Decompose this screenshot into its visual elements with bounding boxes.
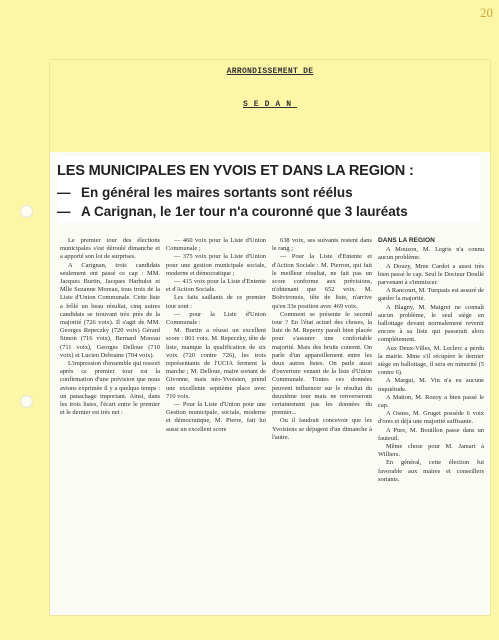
paragraph: A Carignan, trois candidats seulement ont passé ce cap : MM. Jacques Burtin, Jacques Harbulot et Mlle Suzanne Moreau, tous trois de la Liste d'Union Communale. Cette liste a frôlé un beau résultat, cinq autres candidats se trouvant très près de la majorité (726 voix). Il s'agit de MM. Georges Repeczky (720 voix) Gérard Simon (716 voix), Bernard Moreau (711 voix), Georges Delloue (710 voix) et Lucien Debraine (704 voix).	[60, 261, 160, 359]
paragraph: A Pure, M. Bouillon passe dans un fauteuil.	[378, 426, 484, 442]
page-number: 20	[480, 5, 493, 20]
paragraph: A Matton, M. Rozoy a bien passé le cap.	[378, 393, 484, 410]
paragraph: Ou il faudrait concevoir que les Yvoisiens se déjugent d'un dimanche à l'autre.	[272, 417, 372, 441]
newspaper-clipping	[50, 60, 490, 615]
paragraph: Comment se présente le second tour ? En l'état actuel des choses, la liste de M. Reperzy paraît bien placée pour s'assurer une confortable majorité. Mais des bruits courent. On parle d'un appareillement entre les deux autres listes. On parle aussi d'ouverture venant de la liste d'Union Communale. Toutes ces données peuvent influencer sur le résultat du deuxième tour mais ne renverseront certainement pas les données du premier...	[272, 310, 372, 417]
paragraph: — 415 voix pour la Liste d'Entente et d'Action Sociale.	[166, 278, 266, 294]
paragraph: A Rancourt, M. Turquais est assuré de garder la majorité.	[378, 287, 484, 303]
arrondissement-header: ARRONDISSEMENT DE	[226, 67, 314, 76]
paragraph: 638 voix, ses suivants restent dans le rang ;	[272, 237, 372, 253]
paragraph: A Margut, M. Vin n'a eu aucune inquiétude.	[378, 377, 484, 393]
paragraph: A Blagny, M. Maigret ne connaît aucun problème, le seul siège en ballottage devant normalement revenir encore à sa liste qui passerait alors complètement.	[378, 303, 484, 344]
punch-hole-top	[20, 205, 33, 218]
paragraph: Aux Deux-Villes, M. Leclerc a perdu la mairie. Mme s'il récupère le dernier siège en ballottage, il sera en minorité (5 contre 6).	[378, 344, 484, 377]
paragraph: Même chose pour M. Jamart à Williers.	[378, 443, 484, 459]
punch-hole-bottom	[20, 395, 33, 408]
paragraph: — pour la Liste d'Union Communale :	[166, 310, 266, 327]
headline-block	[57, 156, 480, 223]
paragraph: M. Burtin a réussi un excellent score : 801 voix. M. Repeczky, tête de liste, manque la qualification de six voix (720 contre 726), les trois représentants de l'UCIA ferment la marche ; M. Delloue, maire sortant de Givonne, mais néo-Yvoisien, prend une excellente septième place avec 710 voix.	[166, 327, 266, 400]
paragraph: — 460 voix pour la Liste d'Union Communale ;	[166, 237, 266, 253]
paragraph: — 375 voix pour la Liste d'Union pour une gestion municipale sociale, moderne et démocratique ;	[166, 253, 266, 277]
paragraph: A Douzy, Mme Cardot a aussi très bien passé le cap. Seul le Docteur Doullé parvenant à s'immiscer.	[378, 262, 484, 287]
paragraph: Les faits saillants de ce premier tour sont :	[166, 294, 266, 310]
headline-main: LES MUNICIPALES EN YVOIS ET DANS LA REGION :	[57, 162, 414, 179]
paragraph: Le premier tour des élections municipales s'est déroulé dimanche et a apporté son lot de surprises.	[60, 237, 160, 261]
paragraph: A Mouzon, M. Legris n'a connu aucun problème.	[378, 246, 484, 262]
article-column-4	[378, 237, 484, 607]
city-header: SEDAN	[242, 100, 297, 109]
paragraph: — Pour la Liste d'Entente et d'Action Sociale : M. Pierron, qui fait le meilleur résultat, ne fait pas un score conforme aux prévisions, n'obtenant que 652 voix. M. Boëvironois, tête de liste, n'arrive qu'en 33e position avec 469 voix.	[272, 253, 372, 310]
subheadline-1: — En général les maires sortants sont réélus	[57, 185, 353, 200]
clipping-header-area	[50, 60, 490, 152]
paragraph: A Osnes, M. Gruget possède 6 voix d'ores et déjà une majorité suffisante.	[378, 410, 484, 426]
paragraph: En général, cette élection fut favorable aux maires et conseillers sortants.	[378, 459, 484, 483]
article-column-2	[166, 237, 266, 607]
article-columns	[60, 237, 484, 607]
article-column-3	[272, 237, 372, 607]
article-column-1	[60, 237, 160, 607]
paragraph: L'impression d'ensemble qui ressort après ce premier tour est la confirmation d'une prévision que nous avions exprimée il y a quelque temps : un panachage important. Ainsi, dans les trois listes, l'écart entre le premier et le dernier est très net :	[60, 360, 160, 417]
subheadline-2: — A Carignan, le 1er tour n'a couronné que 3 lauréats	[57, 204, 408, 219]
paragraph: — Pour la Liste d'Union pour une Gestion municipale, sociale, moderne et démocratique, M. Pierre, fait lui aussi un excellent score	[166, 401, 266, 433]
region-section-title: DANS LA REGION	[378, 237, 435, 244]
